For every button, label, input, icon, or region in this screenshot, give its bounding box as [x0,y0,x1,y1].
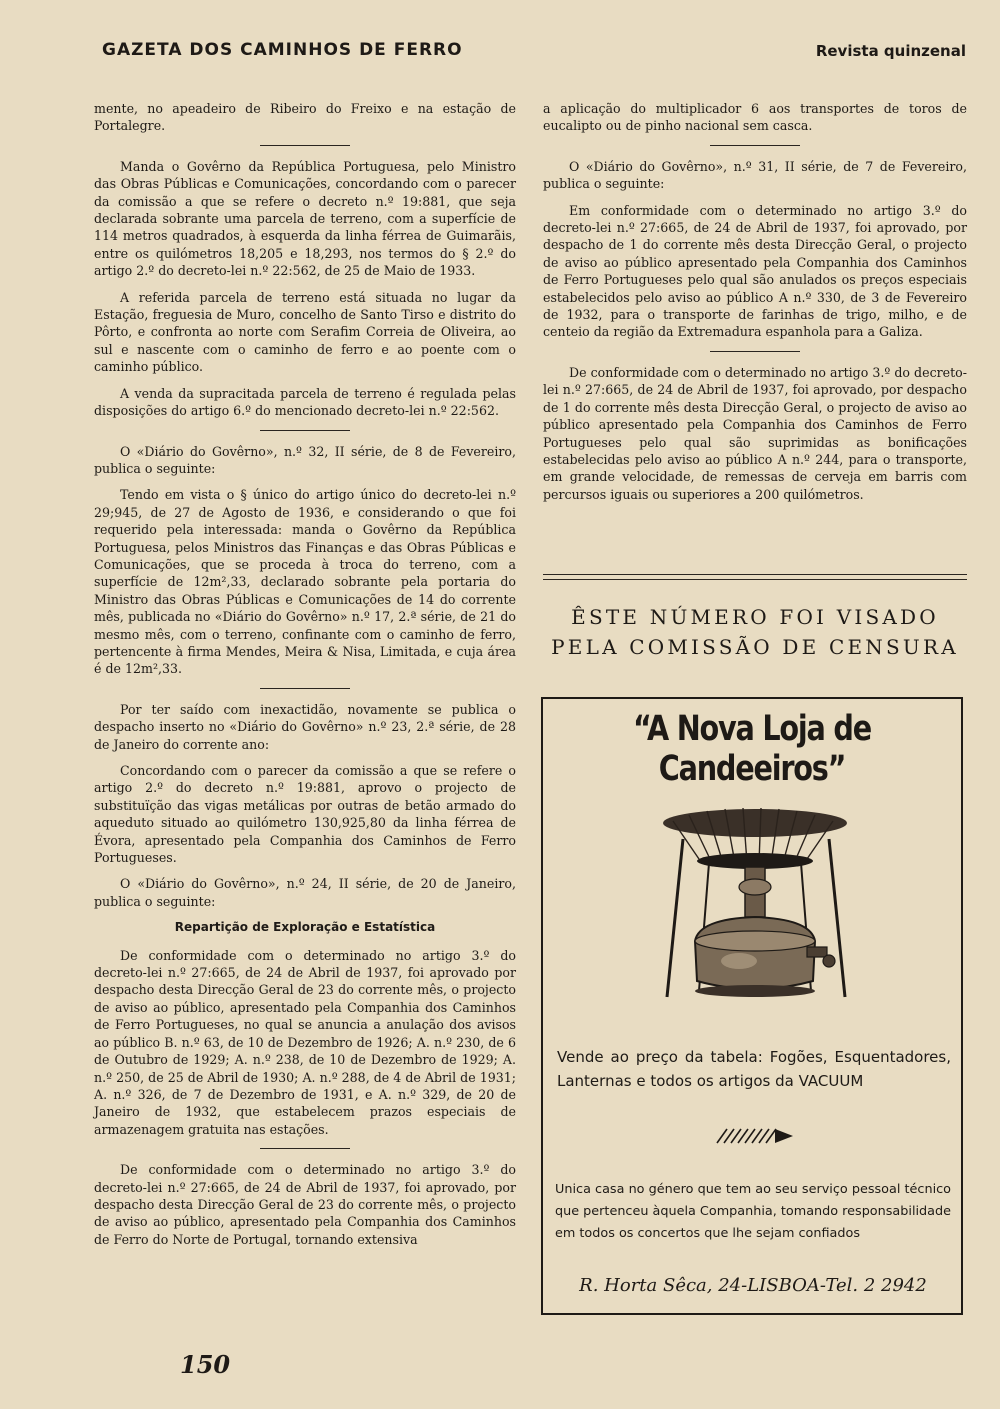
advertisement-box [541,697,963,1315]
separator-rule [260,145,350,146]
separator-rule [260,1148,350,1149]
censorship-line-1: ÊSTE NÚMERO FOI VISADO [571,605,939,629]
censorship-line-2: PELA COMISSÃO DE CENSURA [551,635,959,659]
paragraph: De conformidade com o determinado no artigo 3.º do decreto-lei n.º 27:665, de 24 de Abril de 1937, foi aprovado, por despacho desta Direcção Geral de 23 do corrente mês, o projecto de aviso ao público, apresentado pela Companhia dos Caminhos de Ferro do Norte de Portugal, tornando extensiva [94,1162,516,1247]
separator-rule [710,145,800,146]
decorative-arrow-ornament [713,1127,795,1145]
paragraph: Por ter saído com inexactidão, novamente se publica o despacho inserto no «Diário do Govêrno» n.º 23, 2.ª série, de 28 de Janeiro do corrente ano: [94,701,516,752]
paragraph: O «Diário do Govêrno», n.º 31, II série, de 7 de Fevereiro, publica o seguinte: [543,158,967,192]
section-subheading: Repartição de Exploração e Estatística [174,920,436,935]
kerosene-lamp-icon [639,791,871,1023]
paragraph: O «Diário do Govêrno», n.º 24, II série, de 20 de Janeiro, publica o seguinte: [94,876,516,909]
paragraph: Manda o Govêrno da República Portuguesa, pelo Ministro das Obras Públicas e Comunicações, concordando com o parecer da comissão a que se refere o decreto n.º 19:881, que seja declarada sobrante uma parcela de terreno, com a superfície de 114 metros quadrados, à esquerda da linha férrea de Guimarãis, entre os quilómetros 18,205 e 18,293, nos termos do § 2.º do artigo 2.º do decreto-lei n.º 22:562, de 25 de Maio de 1933. [94,158,516,279]
advertisement-address: R. Horta Sêca, 24-LISBOA-Tel. 2 2942 [579,1275,927,1296]
paragraph: De conformidade com o determinado no artigo 3.º do decreto-lei n.º 27:665, de 24 de Abril de 1937, foi aprovado, por despacho de 1 do corrente mês desta Direcção Geral, o projecto de aviso ao público apresentado pela Companhia dos Caminhos de Ferro Portugueses pelo qual são suprimidas as bonificações estabelecidas pelo aviso ao público A n.º 244, para o transporte, em grande velocidade, de remessas de cerveja em barris com percursos iguais ou superiores a 200 quilómetros. [543,364,967,502]
journal-subtitle: Revista quinzenal [815,42,966,60]
paragraph: mente, no apeadeiro de Ribeiro do Freixo e na estação de Portalegre. [94,101,516,134]
paragraph: Concordando com o parecer da comissão a que se refere o artigo 2.º do decreto n.º 19:881, aprovo o projecto de substituïção das vigas metálicas por outras de betão armado do aqueduto situado ao quilómetro 130,925,80 da linha férrea de Évora, apresentado pela Companhia dos Caminhos de Ferro Portugueses. [94,763,516,866]
advertisement-service-note: Unica casa no género que tem ao seu serviço pessoal técnico que pertenceu àquela Companhia, tomando responsabilidade em todos os concertos que lhe sejam confiados [555,1182,952,1241]
paragraph: De conformidade com o determinado no artigo 3.º do decreto-lei n.º 27:665, de 24 de Abril de 1937, foi aprovado por despacho desta Direcção Geral de 23 do corrente mês, o projecto de aviso ao público, apresentado pela Companhia dos Caminhos de Ferro Portugueses, no qual se anuncia a anulação dos avisos ao público B. n.º 63, de 10 de Dezembro de 1926; A. n.º 230, de 6 de Outubro de 1929; A. n.º 238, de 10 de Dezembro de 1929; A. n.º 250, de 25 de Abril de 1930; A. n.º 288, de 4 de Abril de 1931; A. n.º 326, de 7 de Dezembro de 1931, e A. n.º 329, de 20 de Janeiro de 1932, que estabelecem prazos especiais de armazenagem gratuita nas estações. [94,947,516,1137]
page-number: 150 [180,1350,231,1379]
separator-rule [260,430,350,431]
separator-rule [260,688,350,689]
journal-title: GAZETA DOS CAMINHOS DE FERRO [102,40,463,60]
right-column [543,100,967,512]
paragraph: Tendo em vista o § único do artigo único do decreto-lei n.º 29;945, de 27 de Agosto de 1936, e considerando o que foi requerido pela interessada: manda o Govêrno da República Portuguesa, pelos Ministros das Finanças e das Obras Públicas e Comunicações, que se proceda à troca do terreno, com a superfície de 12m²,33, declarado sobrante pela portaria do Ministro das Obras Públicas e Comunicações de 14 do corrente mês, publicada no «Diário do Govêrno» n.º 17, 2.ª série, de 21 do mesmo mês, com o terreno, confinante com o caminho de ferro, pertencente à firma Mendes, Meira & Nisa, Limitada, e cuja área é de 12m²,33. [94,487,516,677]
double-separator-rule [543,574,967,580]
paragraph: Em conformidade com o determinado no artigo 3.º do decreto-lei n.º 27:665, de 24 de Abril de 1937, foi aprovado, por despacho de 1 do corrente mês desta Direcção Geral, o projecto de aviso ao público apresentado pela Companhia dos Caminhos de Ferro Portugueses pelo qual são anulados os preços especiais estabelecidos pelo aviso ao público A n.º 330, de 3 de Fevereiro de 1932, para o transporte de farinhas de trigo, milho, e de centeio da região da Extremadura espanhola para a Galiza. [543,202,967,340]
advertisement-title: “A Nova Loja de Candeeiros” [633,709,871,789]
paragraph: a aplicação do multiplicador 6 aos transportes de toros de eucalipto ou de pinho nacional sem casca. [543,101,967,134]
paragraph: A referida parcela de terreno está situada no lugar da Estação, freguesia de Muro, concelho de Santo Tirso e distrito do Pôrto, e confronta ao norte com Serafim Correia de Oliveira, ao sul e nascente com o caminho de ferro e ao poente com o caminho público. [94,289,516,375]
censorship-notice [543,602,967,662]
separator-rule [710,351,800,352]
paragraph: A venda da supracitada parcela de terreno é regulada pelas disposições do artigo 6.º do mencionado decreto-lei n.º 22:562. [94,385,516,419]
advertisement-products: Vende ao preço da tabela: Fogões, Esquentadores, Lanternas e todos os artigos da VACUUM [557,1048,951,1090]
paragraph: O «Diário do Govêrno», n.º 32, II série, de 8 de Fevereiro, publica o seguinte: [94,443,516,476]
left-column [94,100,516,1257]
